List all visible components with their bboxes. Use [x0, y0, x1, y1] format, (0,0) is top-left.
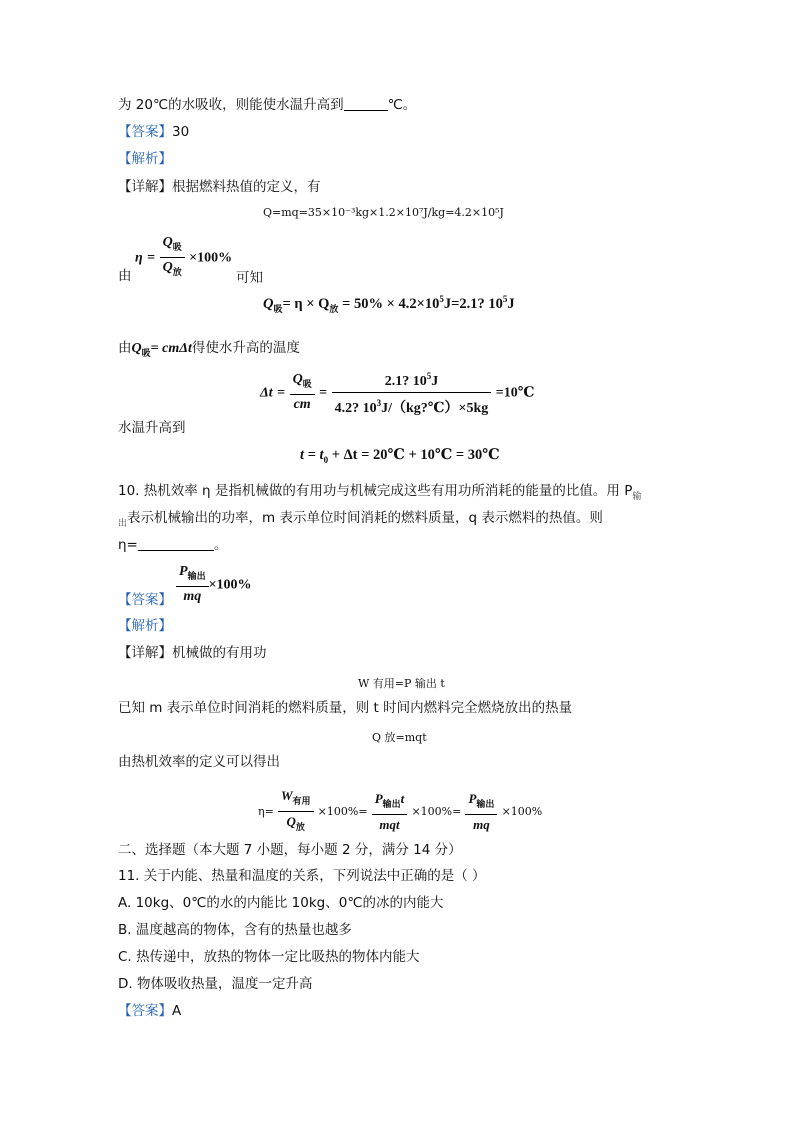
- sub-out-2: 输出: [382, 798, 401, 809]
- f2-c: J=2.1? 10: [443, 296, 503, 312]
- analysis-tag: 【解析】: [118, 151, 172, 167]
- f5-sub: 0: [323, 455, 329, 465]
- q-fang: Q: [162, 260, 173, 275]
- formula-q-absorbed: $Q_吸= \eta \times Q_放 = 50\% \times 4.2\times 10^5J=2.1$? $10^5J$: [263, 294, 515, 314]
- q10-text-a: 10. 热机效率 η 是指机械做的有用功与机械完成这些有用功所消耗的能量的比值。用 P: [118, 483, 633, 499]
- eta-symbol: η: [135, 250, 143, 266]
- times100-2: ×100%: [208, 577, 252, 593]
- den2-exp: 3: [376, 398, 382, 408]
- answer-blank-2: [138, 550, 214, 551]
- mq: mq: [183, 589, 202, 604]
- detail-2: [118, 643, 267, 663]
- option-a: A. 10kg、0℃的水的内能比 10kg、0℃的冰的内能大: [118, 895, 444, 911]
- mqt: mqt: [379, 816, 400, 832]
- known-line: 已知 m 表示单位时间消耗的燃料质量，则 t 时间内燃料完全燃烧放出的热量: [118, 700, 573, 716]
- q-xi: Q: [162, 235, 173, 250]
- equation-qfang: Q 放=mqt: [372, 731, 427, 744]
- sub-xi-3: 吸: [302, 379, 312, 389]
- sub-xi-2: 吸: [141, 348, 151, 358]
- eta-eq: η=: [258, 805, 274, 818]
- den2-rest: J/（kg?℃）×5kg: [381, 401, 489, 416]
- x100-end: ×100%: [501, 805, 543, 818]
- sub-out: 输出: [187, 571, 206, 581]
- line-you-cm: 由$Q_吸= cm\Delta t$得使水升高的温度: [118, 340, 300, 358]
- analysis-tag-2: 【解析】: [118, 618, 172, 634]
- answer-tag-2: 【答案】: [118, 592, 172, 608]
- q10-line1: [118, 481, 641, 507]
- detail-tag: 【详解】: [118, 179, 172, 195]
- option-b: B. 温度越高的物体，含有的热量也越多: [118, 922, 352, 938]
- equation-w: W 有用=P 输出 t: [358, 677, 445, 690]
- dt-symbol: Δt: [260, 385, 273, 401]
- q10-end: 。: [213, 537, 228, 553]
- f2-exp: 5: [439, 294, 444, 304]
- f3: = cmΔt: [150, 341, 192, 356]
- equals-sign: =: [147, 250, 156, 266]
- num2: 2.1? 10: [384, 374, 427, 389]
- deshi: 得使水升高的温度: [191, 340, 300, 356]
- answer-value: 30: [172, 124, 190, 140]
- keji-label: 可知: [236, 270, 263, 286]
- section-2-title: 二、选择题（本大题 7 小题，每小题 2 分，满分 14 分）: [118, 842, 462, 858]
- detail-1: [118, 177, 321, 197]
- question-9-tail: [118, 95, 416, 115]
- derive-line: 由热机效率的定义可以得出: [118, 754, 280, 770]
- x100eq-2: ×100%=: [411, 805, 462, 818]
- equation-q: Q=mq=35×10⁻³kg×1.2×10⁷J/kg=4.2×10⁵J: [263, 206, 504, 219]
- num2-exp: 5: [426, 371, 432, 381]
- den2: 4.2? 10: [334, 401, 377, 416]
- q10-sub-b: 出: [118, 519, 128, 529]
- fraction: [160, 233, 185, 282]
- q10-eta: η=: [118, 537, 138, 553]
- num2-unit: J: [431, 374, 439, 389]
- q10-text-b: 表示机械输出的功率，m 表示单位时间消耗的燃料质量，q 表示燃料的热值。则: [127, 510, 603, 526]
- option-c: C. 热传递中，放热的物体一定比吸热的物体内能大: [118, 949, 420, 965]
- f2-exp2: 5: [502, 294, 508, 304]
- x100eq-1: ×100%=: [317, 805, 368, 818]
- q10-line3: [118, 535, 227, 555]
- fraction-q-cm: $\frac{Q_吸}{cm}$: [290, 370, 315, 415]
- q10-line2: [118, 508, 603, 534]
- detail-tag-2: 【详解】: [118, 645, 172, 661]
- formula-eta: [135, 233, 232, 282]
- formula-delta-t: Δt = $\frac{Q_吸}{cm}$ = $\frac{2.1? 10^5J}{4.2? 10^3J/(kg?℃)\times 5kg}$ =10℃: [260, 366, 535, 419]
- q9-text: 为 20℃的水吸收，则能使水温升高到: [118, 97, 344, 113]
- q10-sub-a: 输: [632, 492, 642, 502]
- formula-answer-2: $\frac{P_{输出}}{mq}$ ×100%: [176, 562, 252, 607]
- answer-tag-3: 【答案】: [118, 1003, 172, 1019]
- f2-d: J: [507, 296, 515, 312]
- mq-2: mq: [473, 816, 490, 832]
- f2-a: = η × Q: [282, 296, 330, 312]
- sub-fang-2: 放: [295, 822, 305, 832]
- you2: 由: [118, 340, 132, 356]
- q9-end: ℃。: [387, 97, 417, 113]
- you-label: 由: [118, 268, 132, 284]
- formula-t: [300, 446, 500, 465]
- shuiwen-label: 水温升高到: [118, 420, 186, 436]
- f5-b: + Δt = 20℃ + 10℃ = 30℃: [328, 447, 500, 463]
- cm: cm: [293, 397, 311, 412]
- detail-text-2: 机械做的有用功: [172, 645, 267, 661]
- answer-tag: 【答案】: [118, 124, 172, 140]
- t-var: t: [400, 790, 405, 806]
- sub-use: 有用: [292, 796, 311, 806]
- sub-xi: 吸: [273, 304, 283, 314]
- sub-out-3: 输出: [476, 798, 495, 809]
- answer-value-3: A: [172, 1003, 182, 1019]
- q-xi-sub: 吸: [172, 242, 182, 252]
- formula-eta-chain: η= $\frac{W_{有用}}{Q_放}$ ×100%= $\frac{P_{输出}t}{\text{mqt}}$ ×100%= $\frac{P_{输出}}{mq}$ ×100%: [258, 786, 542, 837]
- detail-text: 根据燃料热值的定义，有: [172, 179, 321, 195]
- answer-1: [118, 122, 189, 142]
- f5: t = t: [300, 447, 324, 463]
- answer-blank: [344, 110, 388, 111]
- result-2: =10℃: [495, 385, 535, 401]
- question-11: 11. 关于内能、热量和温度的关系，下列说法中正确的是（ ）: [118, 868, 486, 884]
- q-fang-sub: 放: [172, 267, 182, 277]
- answer-3: [118, 1001, 181, 1021]
- fraction-values: [332, 366, 492, 419]
- f2-b: = 50% × 4.2×10: [338, 296, 440, 312]
- sub-fang: 放: [329, 304, 339, 314]
- times-100: ×100%: [189, 250, 233, 266]
- option-d: D. 物体吸收热量，温度一定升高: [118, 976, 313, 992]
